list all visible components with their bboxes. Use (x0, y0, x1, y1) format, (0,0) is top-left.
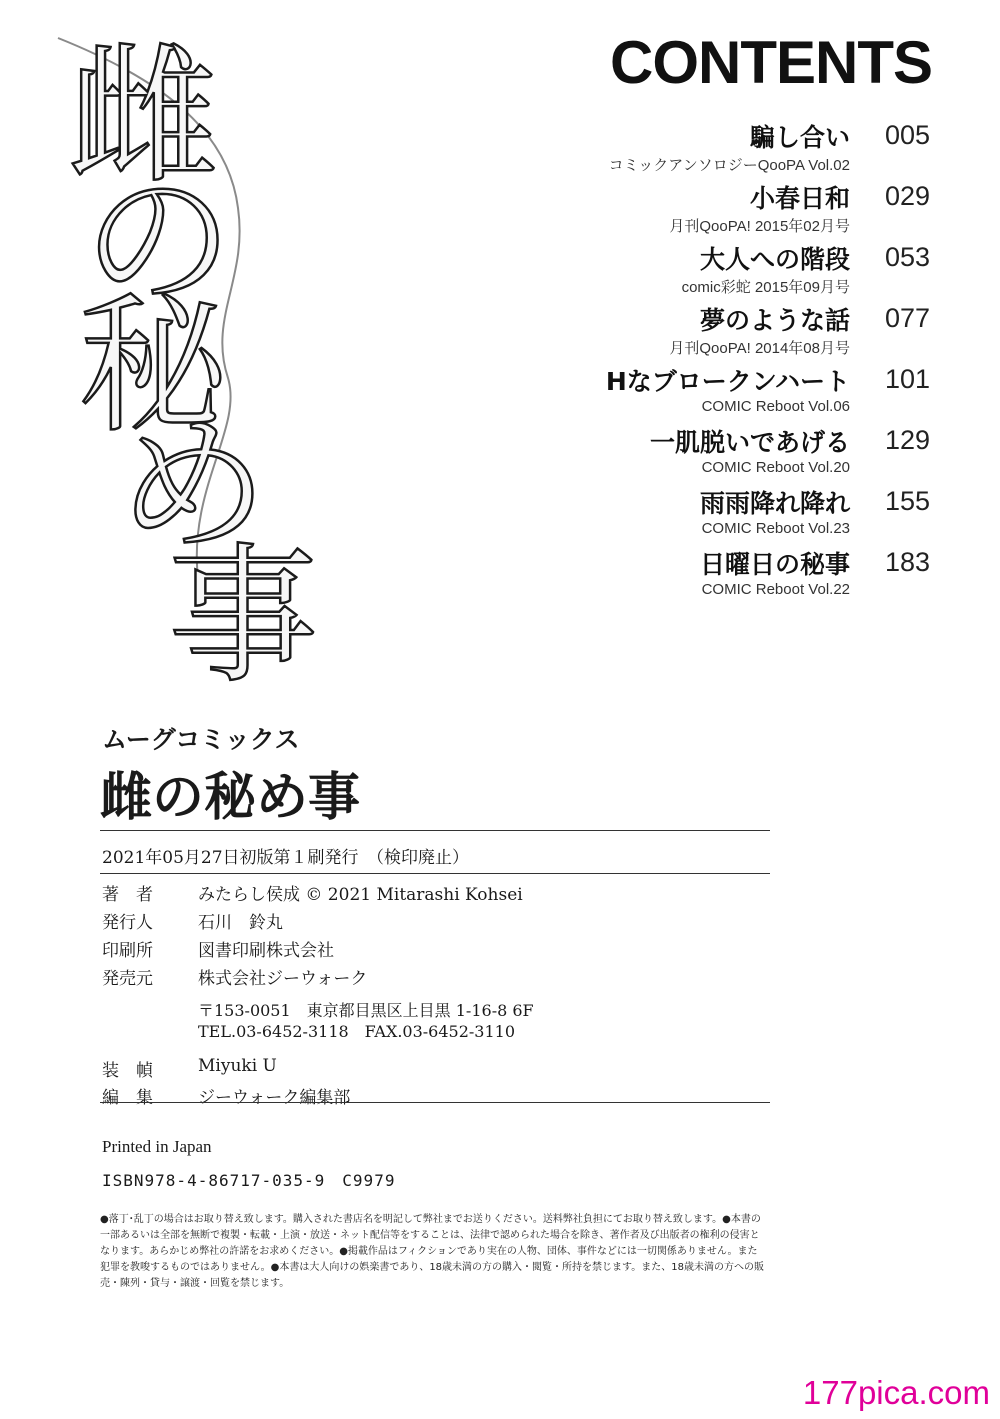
credit-value: 株式会社ジーウォーク (198, 969, 368, 989)
toc-source: COMIC Reboot Vol.06 (701, 398, 850, 415)
toc-source: 月刊QooPA! 2014年08月号 (669, 340, 850, 357)
toc-source: comic彩蛇 2015年09月号 (681, 279, 850, 296)
toc-entry[interactable] (300, 118, 1000, 178)
toc-title: 騙し合い (749, 123, 850, 152)
credit-label: 発売元 (102, 969, 153, 989)
toc-title: Hなブロークンハート (605, 367, 850, 396)
contact-line: TEL.03-6452-3118 FAX.03-6452-3110 (198, 1022, 516, 1041)
toc-page-number: 183 (884, 547, 930, 577)
divider (100, 1102, 770, 1103)
cover-title-char-5: 事 (168, 530, 319, 704)
watermark-link[interactable]: 177pica.com (802, 1374, 990, 1411)
toc-source: 月刊QooPA! 2015年02月号 (669, 218, 850, 235)
credit-printer (102, 936, 782, 960)
printed-in: Printed in Japan (102, 1137, 212, 1156)
toc-page-number: 029 (884, 181, 930, 211)
toc-page-number: 129 (884, 425, 930, 455)
divider (100, 830, 770, 831)
credit-label: 編 集 (102, 1088, 153, 1108)
credit-publisher-person (102, 908, 782, 932)
toc-page-number: 155 (884, 486, 930, 516)
credit-label: 装 幀 (102, 1061, 153, 1081)
toc-title: 日曜日の秘事 (699, 550, 850, 579)
divider (100, 873, 770, 874)
credit-label: 発行人 (102, 913, 153, 933)
credit-label: 著 者 (102, 885, 153, 905)
cover-title-char-3: 秘 (78, 280, 229, 454)
toc-source: COMIC Reboot Vol.23 (701, 520, 850, 537)
edition-line: 2021年05月27日初版第１刷発行 （検印廃止） (102, 848, 470, 868)
toc-entry[interactable] (300, 484, 1000, 544)
credit-value: ジーウォーク編集部 (198, 1088, 351, 1108)
contents-heading: CONTENTS (610, 29, 932, 96)
toc-source: COMIC Reboot Vol.20 (701, 459, 850, 476)
toc-title: 大人への階段 (699, 245, 850, 274)
toc-entry[interactable] (300, 545, 1000, 605)
cover-title-char-4: め (118, 400, 269, 574)
legal-notice: ●落丁･乱丁の場合はお取り替え致します。購入された書店名を明記して弊社までお送りください。送料弊社負担にてお取り替え致します。●本書の一部あるいは全部を無断で複製・転載・上演・放送・ネット配信等をすることは、法律で認められた場合を除き、著作者及び出版者の権利の侵害となります。あらかじめ弊社の許諾をお求めください。●掲載作品はフィクションであり実在の人物、団体、事件などには一切関係ありません。また犯罪を教唆するものではありません。●本書は大人向けの娯楽書であり、18歳未満の方の購入・閲覧・所持を禁じます。また、18歳未満の方への販売・陳列・貸与・譲渡・回覧を禁じます。 (100, 1214, 764, 1289)
toc-entry[interactable] (300, 179, 1000, 239)
toc-page-number: 077 (884, 303, 930, 333)
toc-title: 夢のような話 (699, 306, 850, 335)
toc-title: 一肌脱いであげる (649, 428, 850, 457)
credit-value: 石川 鈴丸 (198, 913, 283, 933)
credit-value: みたらし侯成 © 2021 Mitarashi Kohsei (198, 885, 523, 905)
credit-author (102, 880, 782, 904)
toc-source: コミックアンソロジーQooPA Vol.02 (608, 157, 850, 174)
toc-entry[interactable] (300, 240, 1000, 300)
credit-distributor (102, 964, 782, 988)
toc-title: 雨雨降れ降れ (699, 489, 850, 518)
isbn: ISBN978-4-86717-035-9 C9979 (102, 1171, 396, 1190)
toc-entry[interactable] (300, 423, 1000, 483)
toc-page-number: 053 (884, 242, 930, 272)
credit-value: 図書印刷株式会社 (198, 941, 334, 961)
toc-source: COMIC Reboot Vol.22 (701, 581, 850, 598)
credit-designer (102, 1056, 782, 1080)
cover-title-char-1: 雌 (68, 30, 219, 204)
toc-title: 小春日和 (749, 184, 850, 213)
toc-entry[interactable] (300, 362, 1000, 422)
toc-entry[interactable] (300, 301, 1000, 361)
table-of-contents (300, 118, 1000, 608)
credit-value: Miyuki U (198, 1056, 277, 1076)
toc-page-number: 101 (884, 364, 930, 394)
credit-label: 印刷所 (102, 941, 153, 961)
book-title: 雌の秘め事 (100, 768, 361, 828)
address-line: 〒153-0051 東京都目黒区上目黒 1-16-8 6F (198, 1001, 534, 1020)
cover-title-char-2: の (83, 155, 234, 329)
credit-editor (102, 1083, 782, 1107)
series-name: ムーグコミックス (102, 725, 300, 754)
toc-page-number: 005 (884, 120, 930, 150)
